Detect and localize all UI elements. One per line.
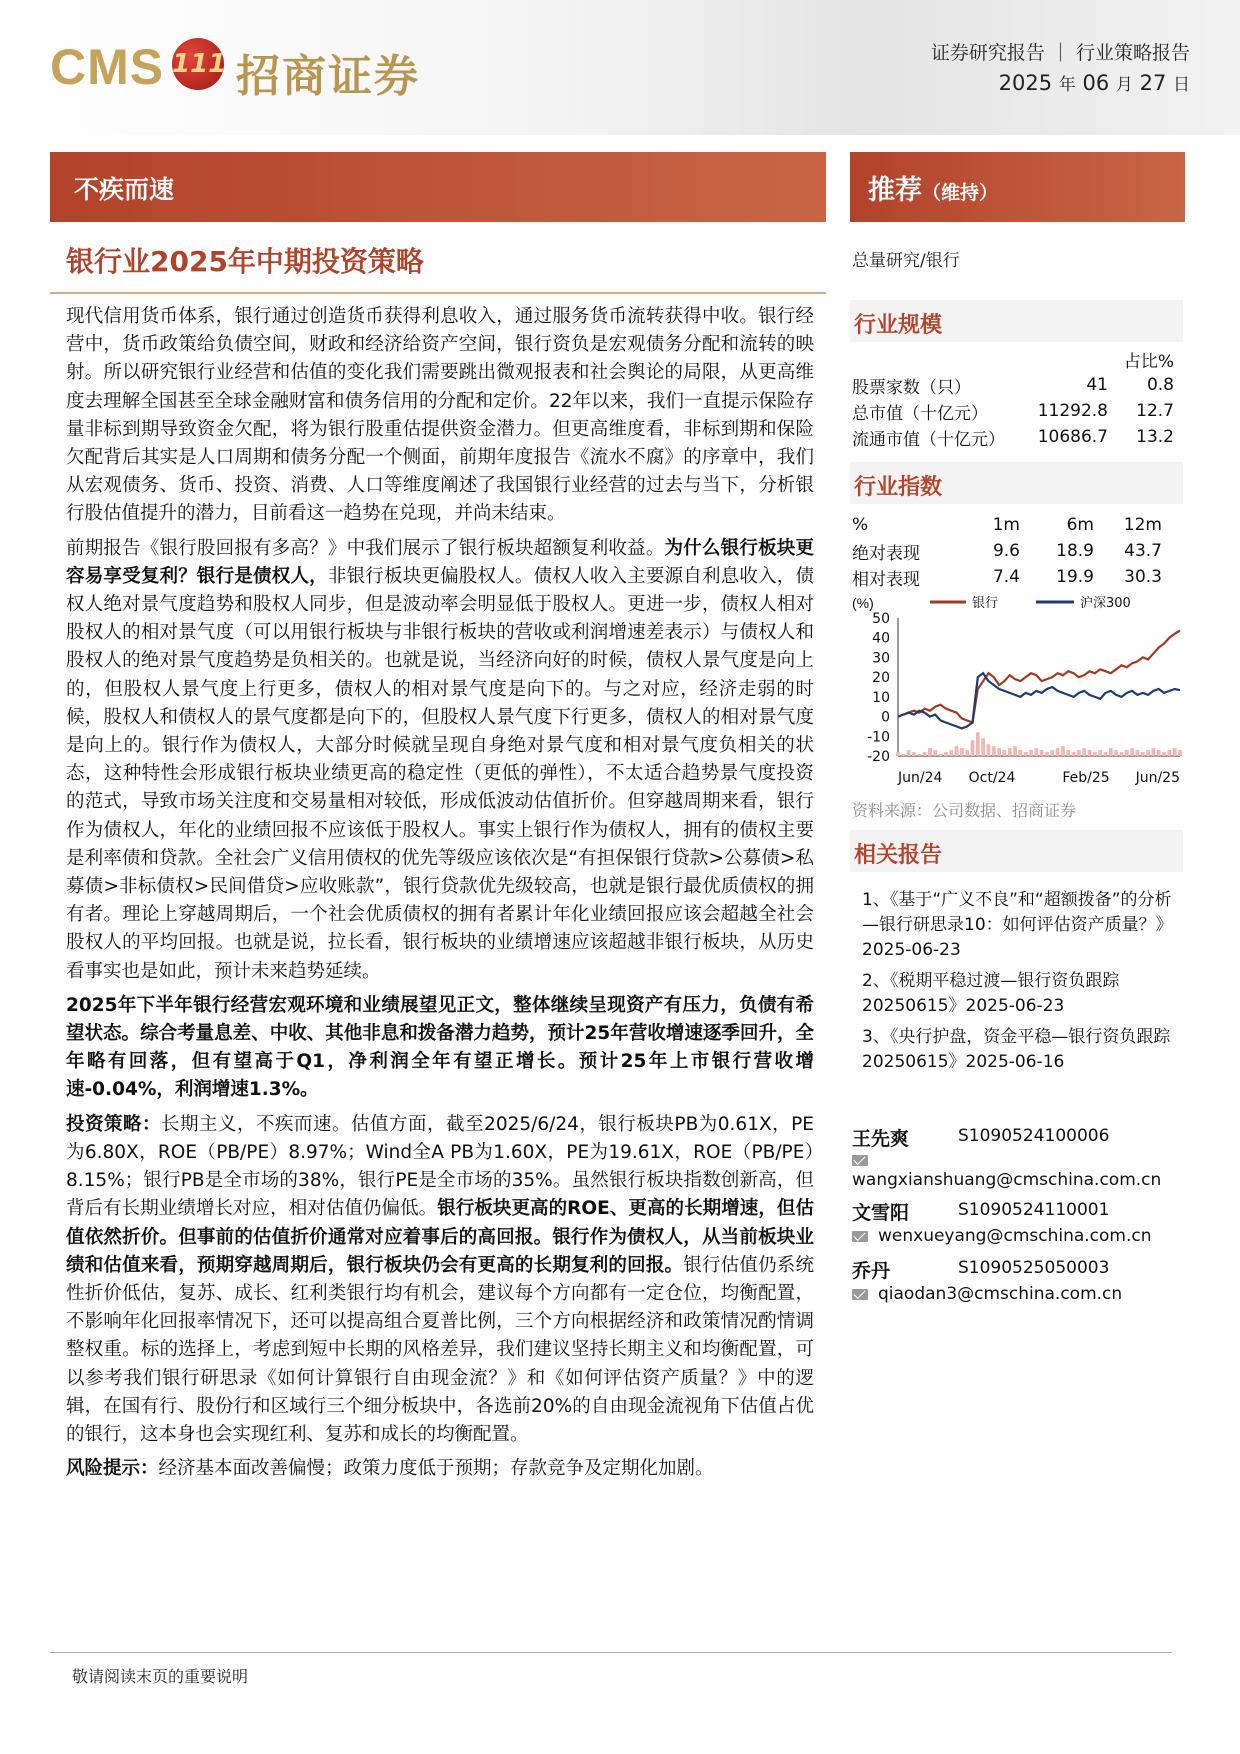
excess-bar (965, 750, 969, 756)
logo-cms-text: CMS (50, 39, 165, 95)
excess-bar (1024, 752, 1028, 756)
excess-bar (939, 754, 943, 756)
excess-bar (1019, 750, 1023, 756)
paragraph-risk: 风险提示：经济基本面改善偏慢；政策力度低于预期；存款竞争及定期化加剧。 (66, 1458, 714, 1480)
logo-badge: 111 (172, 38, 224, 90)
y-tick-label: 30 (872, 650, 890, 667)
x-tick-label: Jun/24 (898, 770, 943, 786)
excess-bar (912, 752, 916, 756)
excess-bar (923, 752, 927, 756)
index-chart-svg (850, 594, 1185, 794)
sector-path: 总量研究/银行 (852, 251, 960, 271)
excess-bar (987, 744, 991, 756)
excess-bar (1093, 752, 1097, 756)
excess-bar (1109, 748, 1113, 756)
excess-bar (1130, 748, 1134, 756)
excess-bar (971, 740, 975, 756)
excess-bar (997, 748, 1001, 756)
y-tick-label: 0 (881, 709, 890, 726)
scale-table (852, 346, 1174, 450)
table-row: 相对表现 7.4 19.9 30.3 (852, 567, 1162, 590)
excess-bar (992, 746, 996, 756)
table-row: 绝对表现 9.6 18.9 43.7 (852, 541, 1162, 564)
rating: 推荐（维持） (868, 175, 999, 206)
divider (50, 292, 826, 294)
chart-source: 资料来源：公司数据、招商证券 (852, 801, 1077, 820)
report-body (66, 303, 814, 1489)
excess-bar (1045, 752, 1049, 756)
legend-label-hs300: 沪深300 (1080, 596, 1131, 611)
excess-bar (901, 754, 905, 756)
table-row: 流通市值（十亿元） 10686.7 13.2 (852, 427, 1174, 450)
related-item[interactable]: 2、《税期平稳过渡—银行资负跟踪20250615》2025-06-23 (862, 971, 1120, 1016)
scale-col-ratio: 占比% (1123, 351, 1174, 372)
excess-bar (1120, 752, 1124, 756)
mail-icon (852, 1289, 868, 1300)
report-subtitle: 银行业2025年中期投资策略 (66, 245, 424, 278)
report-type: 证券研究报告 ｜ 行业策略报告 (930, 42, 1190, 64)
y-tick-label: -20 (867, 749, 890, 765)
x-tick-label: Jun/25 (1135, 770, 1180, 786)
x-tick-label: Feb/25 (1062, 770, 1110, 786)
excess-bar (1050, 750, 1054, 756)
excess-bar (1029, 750, 1033, 756)
y-tick-label: 40 (872, 630, 890, 647)
excess-bar (1173, 748, 1177, 756)
paragraph-creditor: 前期报告《银行股回报有多高？》中我们展示了银行板块超额复利收益。为什么银行板块更容易享受复利？银行是债权人，非银行板块更偏股权人。债权人收入主要源自利息收入，债权人绝对景气度趋势和股权人同步，但是波动率会明显低于股权人。更进一步，债权人相对股权人的相对景气度（可以用银行板块与非银行板块的营收或利润增速差表示）与债权人和股权人的绝对景气度趋势是负相关的。也就是说，当经济向好的时候，债权人景气度是向上的，但股权人景气度上行更多，债权人的相对景气度是向下的。与之对应，经济走弱的时候，股权人和债权人的景气度都是向下的，但股权人景气度下行更多，债权人的相对景气度是向上的。银行作为债权人，大部分时候就呈现自身绝对景气度和相对景气度负相关的状态，这种特性会形成银行板块业绩更高的稳定性（更低的弹性），不太适合趋势景气度投资的范式，导致市场关注度和交易量相对较低，形成低波动估值折价。但穿越周期来看，银行作为债权人，年化的业绩回报不应该低于股权人。事实上银行作为债权人，拥有的债权主要是利率债和贷款。全社会广义信用债权的优先等级应该依次是“有担保银行贷款>公募债>私募债>非标债权>民间借贷>应收账款”，银行贷款优先级较高，也就是银行最优质债权的拥有者。理论上穿越周期后，一个社会优质债权的拥有者累计年化业绩回报应该会超越全社会股权人的平均回报。也就是说，拉长看，银行板块的业绩增速应该超越非银行板块，从历史看事实也是如此，预计未来趋势延续。 (66, 537, 814, 982)
excess-bar (917, 754, 921, 756)
y-tick-label: 50 (872, 611, 890, 627)
y-tick-label: 10 (872, 689, 890, 706)
author-id: S1090524110001 (958, 1200, 1110, 1220)
x-tick-label: Oct/24 (968, 770, 1016, 786)
author-name: 文雪阳 (852, 1202, 910, 1224)
excess-bar (949, 750, 953, 756)
y-tick-label: 20 (872, 670, 890, 687)
related-list (862, 888, 1172, 1081)
excess-bar (1104, 752, 1108, 756)
excess-bar (1146, 750, 1150, 756)
author-id: S1090525050003 (958, 1258, 1110, 1278)
excess-bar (1040, 750, 1044, 756)
series-line-bank (898, 630, 1180, 722)
excess-bar (976, 732, 980, 756)
excess-bar (1056, 748, 1060, 756)
excess-bar (1098, 750, 1102, 756)
excess-bar (1088, 750, 1092, 756)
excess-bar (1066, 750, 1070, 756)
author-email[interactable]: wangxianshuang@cmschina.com.cn (852, 1150, 1172, 1190)
scale-heading: 行业规模 (850, 300, 1183, 342)
related-item[interactable]: 1、《基于“广义不良”和“超额拨备”的分析—银行研思录10：如何评估资产质量？》2025-06-23 (862, 890, 1172, 960)
author-name: 乔丹 (852, 1260, 891, 1282)
report-date: 2025 年 06 月 27 日 (998, 71, 1190, 95)
paragraph-intro: 现代信用货币体系，银行通过创造货币获得利息收入，通过服务货币流转获得中收。银行经营中，货币政策给负债空间，财政和经济给资产空间，银行资负是宏观债务分配和流转的映射。所以研究银行业经营和估值的变化我们需要跳出微观报表和社会舆论的局限，从更高维度去理解全国甚至全球金融财富和债务信用的分配和定价。22年以来，我们一直提示保险存量非标到期导致资金欠配，将为银行股重估提供资金潜力。但更高维度看，非标到期和保险欠配背后其实是人口周期和债务分配一个侧面，前期年度报告《流水不腐》的序章中，我们从宏观债务、货币、投资、消费、人口等维度阐述了我国银行业经营的过去与当下，分析银行股估值提升的潜力，目前看这一趋势在兑现，并尚未结束。 (66, 306, 814, 525)
excess-bar (1082, 748, 1086, 756)
report-title: 不疾而速 (74, 175, 175, 204)
paragraph-outlook: 2025年下半年银行经营宏观环境和业绩展望见正文，整体继续呈现资产有压力，负债有希望状态。综合考量息差、中收、其他非息和拨备潜力趋势，预计25年营收增速逐季回升，全年略有回落，但有望高于Q1，净利润全年有望正增长。预计25年上市银行营收增速-0.04%，利润增速1.3%。 (66, 994, 814, 1101)
excess-bar (1008, 748, 1012, 756)
index-chart (850, 594, 1185, 794)
mail-icon (852, 1231, 868, 1242)
excess-bar (1157, 750, 1161, 756)
author-email[interactable]: wenxueyang@cmschina.com.cn (852, 1226, 1152, 1246)
index-heading: 行业指数 (850, 462, 1183, 504)
table-row: 股票家数（只） 41 0.8 (852, 375, 1174, 398)
related-heading: 相关报告 (850, 830, 1183, 872)
mail-icon (852, 1155, 868, 1166)
footer-divider (50, 1652, 1172, 1653)
excess-bar (1136, 750, 1140, 756)
excess-bar (944, 752, 948, 756)
excess-bar (1077, 750, 1081, 756)
excess-bar (1162, 752, 1166, 756)
paragraph-strategy: 投资策略：长期主义，不疾而速。估值方面，截至2025/6/24，银行板块PB为0.61X，PE为6.80X，ROE（PB/PE）8.97%；Wind全A PB为1.60X，PE为19.61X，ROE（PB/PE）8.15%；银行PB是全市场的38%，银行PE是全市场的35%。虽然银行板块指数创新高，但背后有长期业绩增长对应，相对估值仍偏低。银行板块更高的ROE、更高的长期增速，但估值依然折价。但事前的估值折价通常对应着事后的高回报。银行作为债权人，从当前板块业绩和估值来看，预期穿越周期后，银行板块仍会有更高的长期复利的回报。银行估值仍系统性折价低估，复苏、成长、红利类银行均有机会，建议每个方向都有一定仓位，均衡配置，不影响年化回报率情况下，还可以提高组合夏普比例，三个方向根据经济和政策情况酌情调整权重。标的选择上，考虑到短中长期的风格差异，我们建议坚持长期主义和均衡配置，可以参考我们银行研思录《如何计算银行自由现金流？》和《如何评估资产质量？》中的逻辑，在国有行、股份行和区域行三个细分板块中，各选前20%的自由现金流视角下估值占优的银行，这本身也会实现红利、复苏和成长的均衡配置。 (66, 1113, 814, 1445)
excess-bar (1125, 750, 1129, 756)
series-line-hs300 (898, 673, 1180, 728)
author-id: S1090524100006 (958, 1126, 1110, 1146)
excess-bar (1013, 746, 1017, 756)
excess-bar (955, 746, 959, 756)
y-tick-label: -10 (867, 729, 890, 746)
author-email[interactable]: qiaodan3@cmschina.com.cn (852, 1284, 1122, 1304)
table-row: 总市值（十亿元） 11292.8 12.7 (852, 401, 1174, 424)
logo-company-name: 招商证券 (236, 51, 420, 102)
excess-bar (1167, 750, 1171, 756)
excess-bar (1152, 748, 1156, 756)
related-item[interactable]: 3、《央行护盘，资金平稳—银行资负跟踪20250615》2025-06-16 (862, 1027, 1171, 1072)
y-axis-label: (%) (852, 595, 874, 611)
author-name: 王先爽 (852, 1128, 910, 1150)
index-table (852, 512, 1162, 590)
excess-bar (1178, 750, 1182, 756)
excess-bar (1072, 752, 1076, 756)
excess-bar (1114, 750, 1118, 756)
excess-bar (928, 748, 932, 756)
footer-note: 敬请阅读末页的重要说明 (72, 1667, 249, 1686)
legend-label-bank: 银行 (972, 596, 999, 611)
excess-bar (960, 748, 964, 756)
excess-bar (907, 750, 911, 756)
excess-bar (1141, 752, 1145, 756)
table-header: % 1m 6m 12m (852, 515, 1162, 535)
excess-bar (981, 738, 985, 756)
excess-bar (1003, 750, 1007, 756)
excess-bar (896, 752, 900, 756)
excess-bar (1061, 746, 1065, 756)
title-banner (50, 152, 826, 222)
excess-bar (1034, 748, 1038, 756)
excess-bar (933, 750, 937, 756)
rating-banner (850, 152, 1185, 222)
